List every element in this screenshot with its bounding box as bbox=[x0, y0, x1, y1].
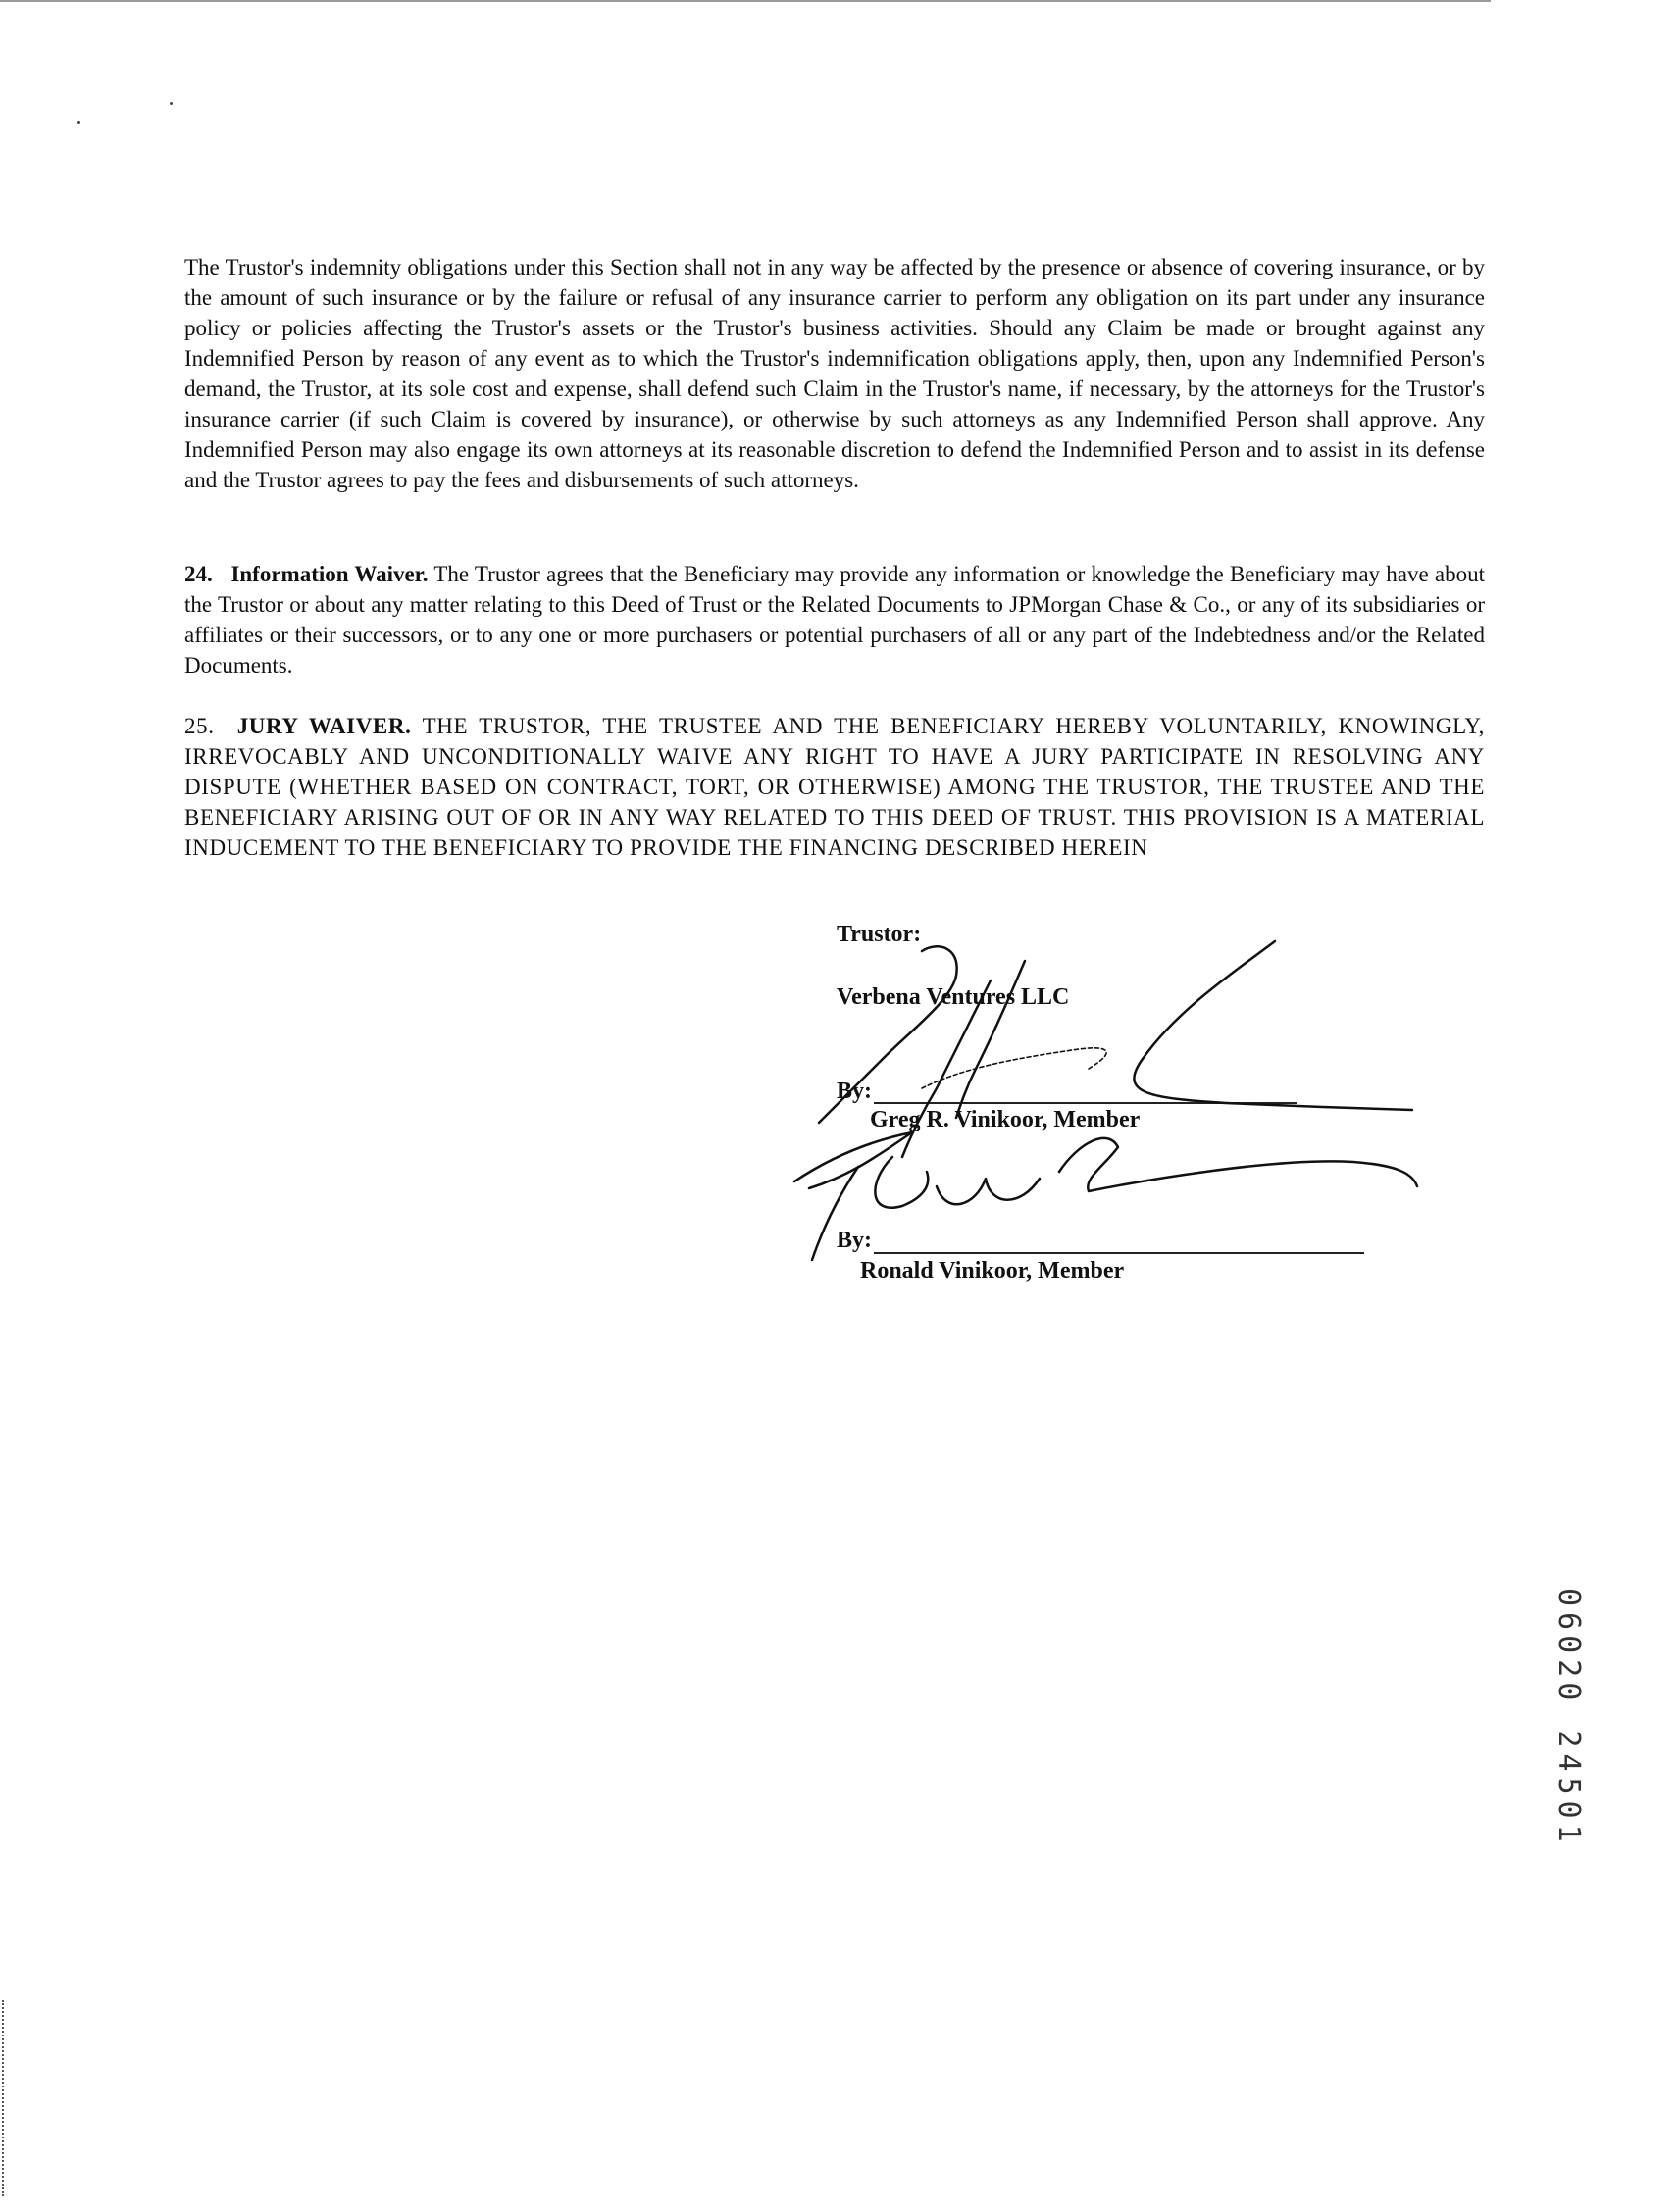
scan-left-edge-mark bbox=[2, 2000, 6, 2196]
section-25-jury-waiver bbox=[184, 711, 1485, 863]
signature-line-2 bbox=[874, 1252, 1364, 1254]
signer-1-name: Greg R. Vinikoor, Member bbox=[870, 1107, 1141, 1132]
signature-line-1 bbox=[874, 1102, 1297, 1104]
scan-top-border bbox=[0, 0, 1491, 2]
trustor-label: Trustor: bbox=[837, 922, 922, 947]
section-24-title: Information Waiver. bbox=[230, 562, 429, 586]
document-control-stamp: 06020 24501 bbox=[1552, 1588, 1586, 1848]
section-25-number: 25. bbox=[184, 714, 215, 738]
signer-2-name: Ronald Vinikoor, Member bbox=[860, 1258, 1125, 1283]
by-label-2: By: bbox=[837, 1228, 872, 1253]
section-25-title: JURY WAIVER. bbox=[236, 714, 412, 738]
signature-block bbox=[837, 922, 1474, 1314]
section-25-text: THE TRUSTOR, THE TRUSTEE AND THE BENEFICIARY HEREBY VOLUNTARILY, KNOWINGLY, IRREVOCABLY AND UNCONDITIONALLY WAIVE ANY RIGHT TO HAVE A JURY PARTICIPATE IN RESOLVING ANY DISPUTE (WHETHER BASED ON CONTRACT, TORT, OR OTHERWISE) AMONG THE TRUSTOR, THE TRUSTEE AND THE BENEFICIARY ARISING OUT OF OR IN ANY WAY RELATED TO THIS DEED OF TRUST. THIS PROVISION IS A MATERIAL INDUCEMENT TO THE BENEFICIARY TO PROVIDE THE FINANCING DESCRIBED HEREIN bbox=[184, 714, 1486, 860]
indemnity-paragraph: The Trustor's indemnity obligations under this Section shall not in any way be affected by the presence or absence of covering insurance, or by the amount of such insurance or by the failure or refusal of any insurance carrier to perform any obligation on its part under any insurance policy or policies affecting the Trustor's assets or the Trustor's business activities. Should any Claim be made or brought against any Indemnified Person by reason of any event as to which the Trustor's indemnification obligations apply, then, upon any Indemnified Person's demand, the Trustor, at its sole cost and expense, shall defend such Claim in the Trustor's name, if necessary, by the attorneys for the Trustor's insurance carrier (if such Claim is covered by insurance), or otherwise by such attorneys as any Indemnified Person shall approve. Any Indemnified Person may also engage its own attorneys at its reasonable discretion to defend the Indemnified Person and to assist in its defense and the Trustor agrees to pay the fees and disbursements of such attorneys. bbox=[184, 255, 1485, 492]
by-label-1: By: bbox=[837, 1079, 872, 1104]
section-24-information-waiver bbox=[184, 559, 1485, 680]
section-24-text: The Trustor agrees that the Beneficiary may provide any information or knowledge the Beneficiary may have about the Trustor or about any matter relating to this Deed of Trust or the Related Documents to JPMorgan Chase & Co., or any of its subsidiaries or affiliates or their successors, or to any one or more purchasers or potential purchasers of all or any part of the Indebtedness and/or the Related Documents. bbox=[184, 562, 1486, 678]
scan-speck bbox=[77, 121, 80, 124]
scan-speck bbox=[170, 102, 173, 105]
section-24-number: 24. bbox=[184, 562, 213, 586]
company-name: Verbena Ventures LLC bbox=[837, 984, 1070, 1010]
